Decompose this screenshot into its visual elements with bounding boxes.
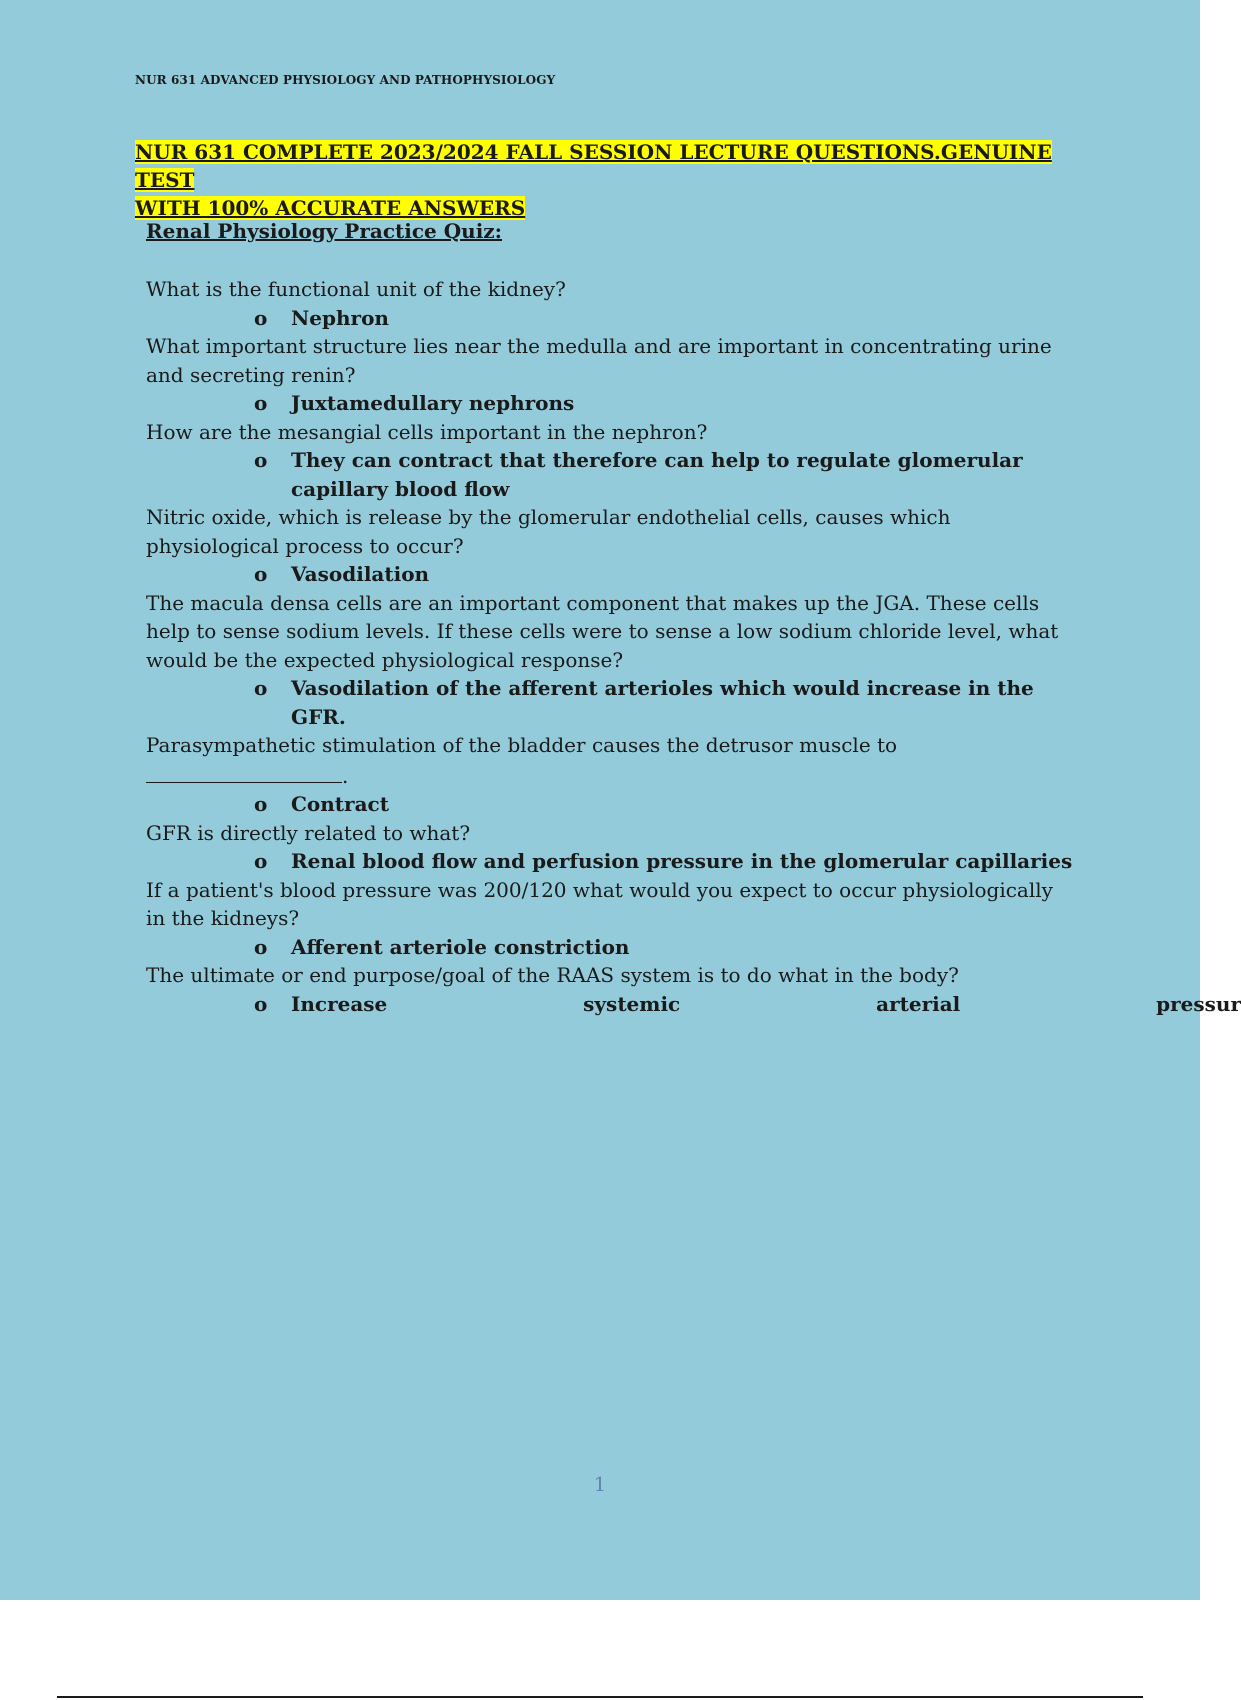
bullet-icon: o bbox=[254, 934, 268, 959]
answer-text bbox=[146, 446, 1086, 475]
answer-text-continued bbox=[146, 475, 1086, 504]
answer-text bbox=[146, 304, 1086, 333]
question-text: How are the mesangial cells important in the nephron? bbox=[146, 419, 708, 444]
question-text: help to sense sodium levels. If these cells were to sense a low sodium chloride level, what bbox=[146, 619, 1059, 643]
question-text: The macula densa cells are an important component that makes up the JGA. These cells bbox=[146, 590, 1040, 615]
answer-line: They can contract that therefore can help to regulate glomerular bbox=[291, 448, 1023, 472]
answer-line: Renal blood flow and perfusion pressure in the glomerular capillaries bbox=[291, 849, 1073, 873]
running-header: NUR 631 ADVANCED PHYSIOLOGY AND PATHOPHYSIOLOGY bbox=[135, 73, 556, 87]
answer-word: arterial bbox=[876, 991, 961, 1016]
blank-line bbox=[146, 762, 342, 783]
answer-line: Nephron bbox=[291, 305, 389, 330]
answer-line: Vasodilation of the afferent arterioles which would increase in the GFR. bbox=[291, 676, 1034, 729]
fill-in-blank bbox=[146, 760, 1086, 791]
question-text: would be the expected physiological response? bbox=[146, 647, 624, 672]
answer-line: Vasodilation bbox=[291, 562, 430, 586]
answer-word: systemic bbox=[583, 991, 681, 1016]
question-text: What important structure lies near the medulla and are important in concentrating urine bbox=[146, 334, 1052, 358]
answer-line: Afferent arteriole constriction bbox=[291, 934, 630, 959]
answer-text bbox=[146, 933, 1086, 962]
question-text: physiological process to occur? bbox=[146, 533, 464, 558]
bullet-icon: o bbox=[254, 849, 268, 873]
document-title-line-1: NUR 631 COMPLETE 2023/2024 FALL SESSION LECTURE QUESTIONS.GENUINE TEST bbox=[135, 140, 1052, 192]
answer-line: Juxtamedullary nephrons bbox=[291, 391, 575, 415]
footer-divider bbox=[57, 1696, 1143, 1698]
answer-text bbox=[146, 560, 1086, 589]
answer-text bbox=[146, 389, 1086, 418]
bullet-icon: o bbox=[254, 448, 268, 472]
bullet-icon: o bbox=[254, 305, 268, 330]
answer-text bbox=[146, 990, 1241, 1019]
question-text: The ultimate or end purpose/goal of the RAAS system is to do what in the body? bbox=[146, 963, 959, 987]
document-title bbox=[135, 138, 1075, 222]
answer-word: Increase bbox=[291, 991, 388, 1016]
question-text: If a patient's blood pressure was 200/120 what would you expect to occur physiologically bbox=[146, 877, 1053, 902]
quiz-heading: Renal Physiology Practice Quiz: bbox=[146, 219, 503, 243]
answer-word: pressur bbox=[1156, 991, 1241, 1016]
document-title-line-2: WITH 100% ACCURATE ANSWERS bbox=[135, 196, 526, 220]
question-text: and secreting renin? bbox=[146, 362, 356, 387]
bullet-icon: o bbox=[254, 792, 268, 816]
answer-line: capillary blood flow bbox=[291, 476, 510, 501]
question-text: GFR is directly related to what? bbox=[146, 820, 471, 845]
page-number: 1 bbox=[593, 1472, 607, 1496]
bullet-icon: o bbox=[254, 562, 268, 586]
bullet-icon: o bbox=[254, 676, 268, 700]
bullet-icon: o bbox=[254, 991, 268, 1016]
answer-justified-line bbox=[291, 990, 1241, 1019]
question-text: Nitric oxide, which is release by the glomerular endothelial cells, causes which bbox=[146, 505, 951, 529]
quiz-body bbox=[146, 275, 1241, 1018]
answer-line: Contract bbox=[291, 792, 389, 816]
bullet-icon: o bbox=[254, 391, 268, 415]
question-text: in the kidneys? bbox=[146, 906, 300, 930]
blank-suffix: . bbox=[342, 763, 349, 788]
answer-text bbox=[146, 847, 1086, 876]
question-text: What is the functional unit of the kidney? bbox=[146, 277, 566, 301]
answer-text bbox=[146, 674, 1086, 731]
question-text: Parasympathetic stimulation of the bladder causes the detrusor muscle to bbox=[146, 733, 898, 757]
answer-text bbox=[146, 790, 1086, 819]
